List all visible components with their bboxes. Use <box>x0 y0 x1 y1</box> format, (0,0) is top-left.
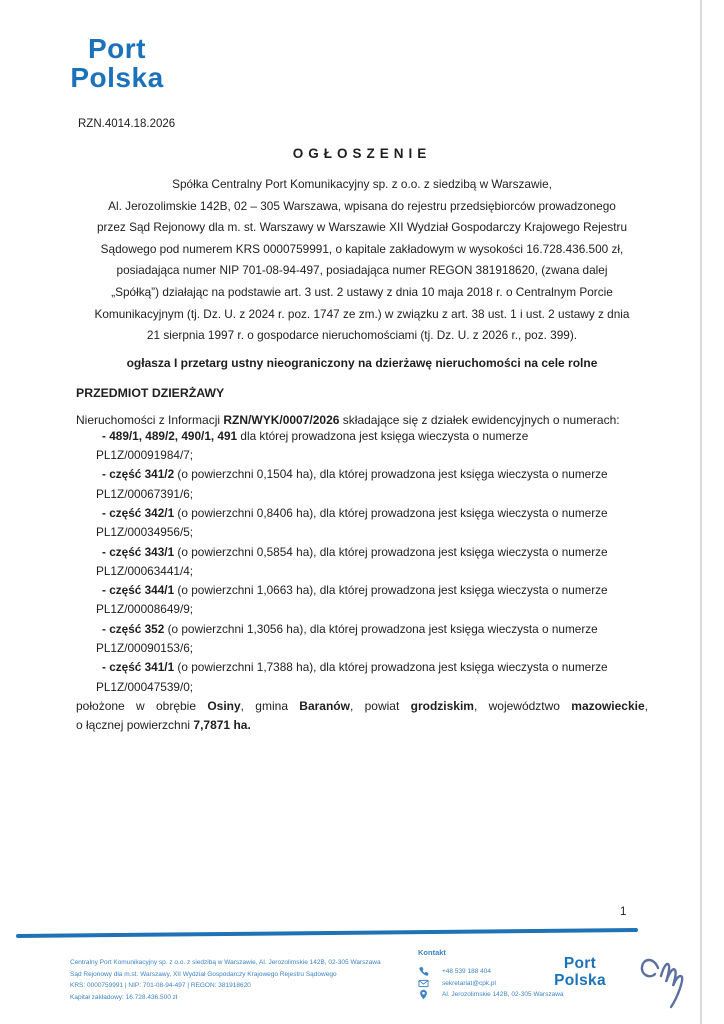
contact-phone: +48 539 188 404 <box>442 968 491 976</box>
envelope-icon <box>418 978 429 989</box>
page-number: 1 <box>620 906 627 918</box>
plot-description: (o powierzchni 1,0663 ha), dla której prowadzona jest księga wieczysta o numerze <box>174 583 608 598</box>
plot-item <box>76 543 648 582</box>
section-heading: PRZEDMIOT DZIERŻAWY <box>76 385 225 400</box>
plot-numbers: - część 352 <box>102 621 165 636</box>
intro-line: Al. Jerozolimskie 142B, 02 – 305 Warszawa, wpisana do rejestru przedsiębiorców prowadzonego <box>108 198 616 213</box>
intro-line: 21 sierpnia 1997 r. o gospodarce nieruchomościami (tj. Dz. U. z 2026 r., poz. 399). <box>146 328 578 343</box>
footer-divider <box>16 928 638 937</box>
land-register-number: PL1Z/00034956/5; <box>96 525 194 540</box>
plot-item <box>76 620 648 659</box>
contact-address-row <box>418 989 564 1001</box>
plot-item <box>76 465 648 504</box>
footer-logo-line-2: Polska <box>554 971 606 989</box>
tender-announcement-line: ogłasza I przetarg ustny nieograniczony na dzierżawę nieruchomości na cele rolne <box>126 355 598 370</box>
footer-logo-line-1: Port <box>563 955 597 972</box>
subject-lead <box>76 413 648 427</box>
voivodeship-name: mazowieckie <box>571 698 645 713</box>
total-area-line: o łącznej powierzchni 7,7871 ha. <box>76 718 251 733</box>
intro-paragraph <box>76 174 648 347</box>
plot-numbers: - część 341/1 <box>102 660 175 675</box>
land-register-number: PL1Z/00063441/4; <box>96 563 194 578</box>
contact-phone-row <box>418 966 564 978</box>
intro-line: posiadająca numer NIP 701-08-94-497, posiadająca numer REGON 381918620, (zwana dalej <box>116 263 608 278</box>
total-area-value: 7,7871 ha. <box>193 718 251 733</box>
intro-line: przez Sąd Rejonowy dla m. st. Warszawy w Warszawie XII Wydział Gospodarczy Krajowego Rejestru <box>96 220 628 235</box>
plot-description: dla której prowadzona jest księga wieczysta o numerze <box>237 428 529 443</box>
village-name: Osiny <box>207 698 241 713</box>
plot-numbers: - część 341/2 <box>102 467 175 482</box>
intro-line: Spółka Centralny Port Komunikacyjny sp. z o.o. z siedzibą w Warszawie, <box>172 177 552 191</box>
plot-numbers: - część 342/1 <box>102 505 175 520</box>
company-line: Kapitał zakładowy: 16.728.436.500 zł <box>70 993 178 1001</box>
company-line: Sąd Rejonowy dla m.st. Warszawy, XII Wydział Gospodarczy Krajowego Rejestru Sądowego <box>70 970 337 978</box>
plot-item <box>76 581 648 620</box>
information-reference: RZN/WYK/0007/2026 <box>223 412 340 427</box>
land-register-number: PL1Z/00067391/6; <box>96 486 194 501</box>
land-register-number: PL1Z/00047539/0; <box>96 679 194 694</box>
company-line: KRS: 0000759991 | NIP: 701-08-94-497 | REGON: 381918620 <box>70 982 251 989</box>
intro-line: „Spółką”) działając na podstawie art. 3 ust. 2 ustawy z dnia 10 maja 2018 r. o Centralnym Porcie <box>111 284 613 299</box>
contact-email: sekretariat@cpk.pl <box>442 979 496 987</box>
logo-line-2: Polska <box>70 62 164 93</box>
port-polska-logo <box>58 34 176 92</box>
logo-line-1: Port <box>88 33 146 64</box>
plot-numbers: - część 343/1 <box>102 544 175 559</box>
document-title: OGŁOSZENIE <box>292 146 432 161</box>
plot-item <box>76 504 648 543</box>
footer-port-polska-logo <box>546 956 614 989</box>
company-details <box>70 957 381 1003</box>
map-pin-icon <box>418 989 429 1000</box>
land-register-number: PL1Z/00090153/6; <box>96 641 194 656</box>
company-line: Centralny Port Komunikacyjny sp. z o.o. z siedzibą w Warszawie, Al. Jerozolimskie 142B, 02-305 Warszawa <box>70 959 381 966</box>
closing-paragraph <box>76 697 648 736</box>
plot-numbers: - 489/1, 489/2, 490/1, 491 <box>102 428 238 443</box>
plot-list <box>76 427 648 697</box>
contact-email-row <box>418 978 564 990</box>
plot-numbers: - część 344/1 <box>102 583 175 598</box>
plot-description: (o powierzchni 0,8406 ha), dla której prowadzona jest księga wieczysta o numerze <box>174 505 608 520</box>
lead-post: składające się z działek ewidencyjnych o numerach: <box>339 412 620 427</box>
plot-item <box>76 658 648 697</box>
handwritten-signature <box>636 946 700 1018</box>
land-register-number: PL1Z/00008649/9; <box>96 602 194 617</box>
plot-description: (o powierzchni 0,1504 ha), dla której prowadzona jest księga wieczysta o numerze <box>174 467 608 482</box>
county-name: grodziskim <box>410 698 474 713</box>
contact-block <box>418 948 564 1001</box>
location-line: położone w obrębie Osiny, gmina Baranów, powiat grodziskim, województwo mazowieckie, <box>76 698 648 713</box>
contact-heading: Kontakt <box>418 948 446 957</box>
scan-edge-line <box>700 0 702 1024</box>
plot-item <box>76 427 648 466</box>
phone-icon <box>418 966 429 977</box>
document-body <box>76 146 648 736</box>
commune-name: Baranów <box>299 698 350 713</box>
intro-line: Sądowego pod numerem KRS 0000759991, o kapitale zakładowym w wysokości 16.728.436.500 zł, <box>100 241 624 256</box>
land-register-number: PL1Z/00091984/7; <box>96 448 194 463</box>
intro-line: Komunikacyjnym (tj. Dz. U. z 2024 r. poz. 1747 ze zm.) w związku z art. 38 ust. 1 i ust. 2 ustawy z dnia <box>94 306 630 321</box>
plot-description: (o powierzchni 0,5854 ha), dla której prowadzona jest księga wieczysta o numerze <box>174 544 608 559</box>
plot-description: (o powierzchni 1,3056 ha), dla której prowadzona jest księga wieczysta o numerze <box>164 621 598 636</box>
contact-address: Al. Jerozolimskie 142B, 02-305 Warszawa <box>442 991 564 999</box>
lead-pre: Nieruchomości z Informacji <box>76 412 224 427</box>
plot-description: (o powierzchni 1,7388 ha), dla której prowadzona jest księga wieczysta o numerze <box>174 660 608 675</box>
reference-number: RZN.4014.18.2026 <box>78 118 176 130</box>
